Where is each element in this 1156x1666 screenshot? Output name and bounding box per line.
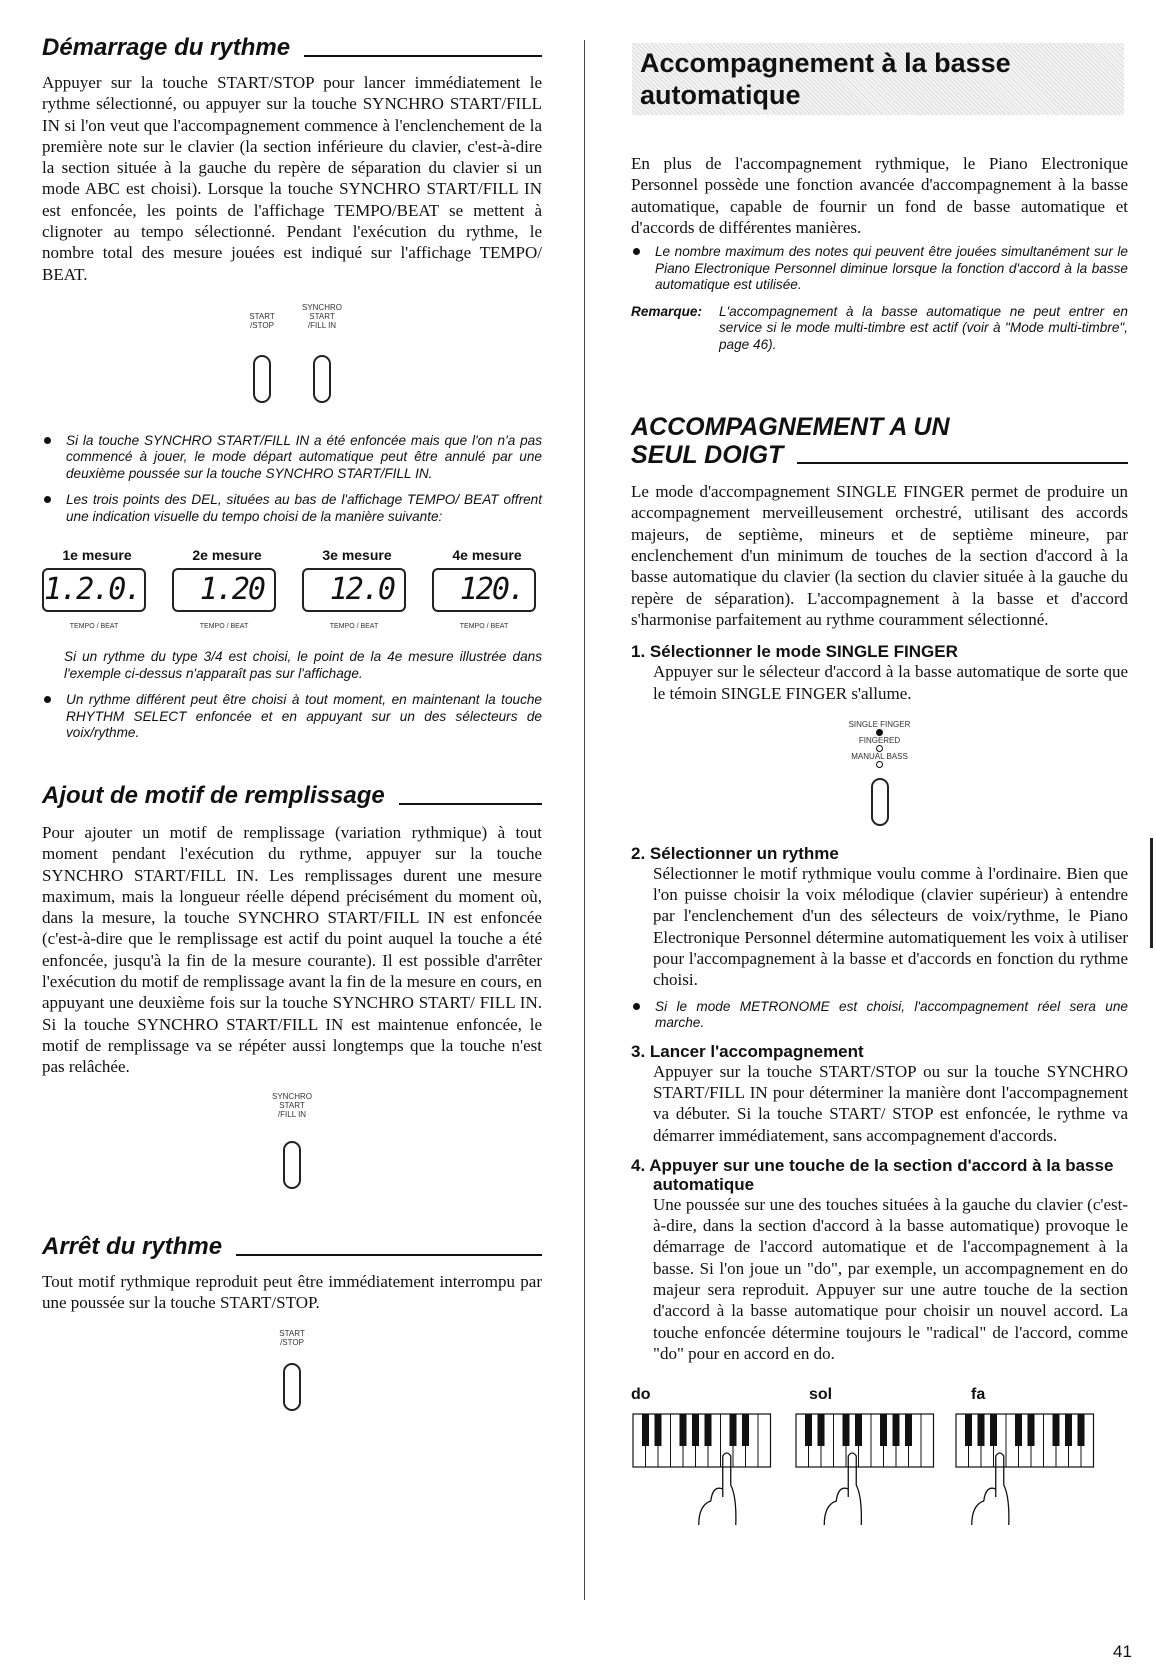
section-banner: Accompagnement à la basse automatique bbox=[632, 43, 1124, 115]
display-label: 4e mesure bbox=[452, 547, 522, 564]
bullet-note bbox=[631, 244, 1128, 294]
left-column bbox=[42, 34, 542, 1411]
margin-mark bbox=[1150, 838, 1153, 948]
step-title: 3. Lancer l'accompagnement bbox=[631, 1041, 864, 1061]
demarrage-paragraph: Appuyer sur la touche START/STOP pour lancer immédiatement le rythme sélectionné, ou appuyer sur la touche SYNCHRO START/FILL IN si l'on veut que l'accompagnement commence à l'enclenchement de la première note sur le clavier (la section inférieure du clavier, c'est-à-dire la section située à la gauche du repère de séparation du clavier si un mode ABC est choisi). Lorsque la touche SYNCHRO START/FILL IN est enfoncée, les points de l'affichage TEMPO/BEAT se mettent à clignoter au tempo sélectionné. Pendant l'exécution du rythme, le nombre total des mesure jouées est indiqué sur l'affichage TEMPO/ BEAT. bbox=[42, 73, 542, 284]
button-label: START bbox=[279, 1100, 305, 1110]
step-title: 4. Appuyer sur une touche de la section d'accord à la basse automatique bbox=[631, 1155, 1114, 1194]
bullet-note bbox=[42, 692, 542, 742]
display-caption: TEMPO / BEAT bbox=[329, 623, 379, 631]
button-label: /FILL IN bbox=[277, 1109, 307, 1119]
start-stop-button bbox=[253, 355, 271, 403]
black-key bbox=[990, 1414, 997, 1446]
black-key bbox=[742, 1414, 749, 1446]
black-key bbox=[978, 1414, 985, 1446]
button-label: /STOP bbox=[250, 320, 274, 330]
step-body: Appuyer sur le sélecteur d'accord à la basse automatique de sorte que le témoin SINGLE FINGER s'allume. bbox=[653, 662, 1128, 703]
right-column bbox=[631, 43, 1128, 1526]
heading-text: Arrêt du rythme bbox=[42, 1232, 223, 1260]
column-divider bbox=[584, 40, 585, 1600]
keyboard-illustrations bbox=[631, 1386, 1131, 1526]
chord-examples bbox=[631, 1386, 1131, 1526]
display-1 bbox=[42, 547, 152, 631]
black-key bbox=[730, 1414, 737, 1446]
led-off-icon bbox=[876, 761, 883, 768]
start-stop-button-figure bbox=[262, 1329, 322, 1411]
heading-arret bbox=[42, 1233, 542, 1261]
lcd-display: 1.2.0. bbox=[42, 568, 146, 612]
step-1 bbox=[631, 642, 1128, 704]
remark-label: Remarque: bbox=[631, 303, 703, 319]
ajout-paragraph: Pour ajouter un motif de remplissage (variation rythmique) à tout moment pendant l'exécution du rythme, appuyer sur la touche SYNCHRO START/FILL IN. Les remplissages durent une mesure maximum, mais la longueur réelle dépend précisément du moment où, dans la mesure, la touche SYNCHRO START/FILL IN est enfoncée (c'est-à-dire que le remplissage est actif du point auquel la touche a été enfoncée, jusqu'à la fin de la mesure courante). Il est possible d'arrêter l'exécution du motif de remplissage avant la fin de la mesure en cours, en appuyant une deuxième fois sur la touche SYNCHRO START/ FILL IN. Si la touche SYNCHRO START/FILL IN est maintenue enfoncée, le motif de remplissage va se répéter aussi longtemps que la touche n'est pas relâchée. bbox=[42, 822, 542, 1077]
bullet-text: Un rythme différent peut être choisi à tout moment, en maintenant la touche RHYTHM SELECT enfoncée et en appuyant sur un des sélecteurs de voix/rythme. bbox=[66, 692, 542, 741]
chord-mode-indicator bbox=[835, 720, 925, 826]
black-key bbox=[705, 1414, 712, 1446]
heading-text: Démarrage du rythme bbox=[42, 34, 291, 61]
display-label: 1e mesure bbox=[62, 547, 132, 564]
led-off-icon bbox=[876, 745, 883, 752]
section-paragraph: Le mode d'accompagnement SINGLE FINGER permet de produire un accompagnement merveilleusement orchestré, utilisant des accords majeurs, de septième, mineurs et de septième mineure, par enclenchement d'un minimum de touches de la section d'accord à la basse automatique du clavier (la section du clavier située à la gauche du repère de séparation). L'accompagnement à la basse et d'accord s'harmonise parfaitement au rythme couramment sélectionné. bbox=[631, 482, 1128, 629]
step-4 bbox=[631, 1156, 1128, 1364]
black-key bbox=[855, 1414, 862, 1446]
black-key bbox=[1053, 1414, 1060, 1446]
start-stop-button bbox=[283, 1363, 301, 1411]
chord-selector-button bbox=[871, 778, 889, 826]
button-label: /FILL IN bbox=[307, 320, 337, 330]
bullet-icon bbox=[44, 696, 51, 703]
black-key bbox=[1028, 1414, 1035, 1446]
black-key bbox=[893, 1414, 900, 1446]
lcd-display: 120. bbox=[432, 568, 536, 612]
step-body: Sélectionner le motif rythmique voulu comme à l'ordinaire. Bien que l'on puisse choisir la voix mélodique (clavier supérieur) à entendre par l'enclenchement d'un des sélecteurs de voix/rythme, le Piano Electronique Personnel détermine automatiquement les voix à utiliser pour l'accompagnement à la basse et d'accords en fonction du rythme choisi. bbox=[653, 863, 1128, 990]
black-key bbox=[1078, 1414, 1085, 1446]
synchro-start-button-figure bbox=[292, 303, 352, 403]
bullet-icon bbox=[633, 1003, 640, 1010]
section-title-line2 bbox=[631, 441, 1128, 469]
button-label: SYNCHRO bbox=[301, 302, 342, 312]
black-key bbox=[692, 1414, 699, 1446]
bullet-icon bbox=[44, 437, 51, 444]
display-caption: TEMPO / BEAT bbox=[199, 623, 249, 631]
fill-in-figure bbox=[42, 1092, 542, 1189]
bullet-icon bbox=[44, 496, 51, 503]
heading-rule bbox=[797, 462, 1128, 464]
arret-paragraph: Tout motif rythmique reproduit peut être immédiatement interrompu par une poussée sur la touche START/STOP. bbox=[42, 1271, 542, 1312]
black-key bbox=[1065, 1414, 1072, 1446]
keyboard-outline bbox=[956, 1414, 1094, 1467]
bullet-note bbox=[631, 999, 1128, 1032]
black-key bbox=[880, 1414, 887, 1446]
step-title: 1. Sélectionner le mode SINGLE FINGER bbox=[631, 642, 958, 662]
fill-in-button-figure bbox=[262, 1092, 322, 1189]
step-2 bbox=[631, 844, 1128, 1032]
display-caption: TEMPO / BEAT bbox=[69, 623, 119, 631]
heading-ajout bbox=[42, 782, 542, 810]
intro-paragraph: En plus de l'accompagnement rythmique, le Piano Electronique Personnel possède une fonction avancée d'accompagnement à la basse automatique, capable de fournir un fond de basse automatique et d'accords de différentes manières. bbox=[631, 154, 1128, 237]
lcd-display: 12.0 bbox=[302, 568, 406, 612]
keyboard-outline bbox=[796, 1414, 934, 1467]
step-title: 2. Sélectionner un rythme bbox=[631, 843, 839, 863]
note-3-4: Si un rythme du type 3/4 est choisi, le point de la 4e mesure illustrée dans l'exemple ci-dessus n'apparaît pas sur l'affichage. bbox=[64, 649, 542, 681]
bullet-note bbox=[42, 433, 542, 483]
black-key bbox=[1015, 1414, 1022, 1446]
black-key bbox=[843, 1414, 850, 1446]
black-key bbox=[905, 1414, 912, 1446]
button-label: SYNCHRO bbox=[271, 1091, 312, 1101]
stop-figure bbox=[42, 1329, 542, 1411]
led-label: FINGERED bbox=[858, 735, 901, 745]
bullet-note bbox=[42, 492, 542, 525]
step-body: Une poussée sur une des touches situées à la gauche du clavier (c'est-à-dire, dans la section d'accord à la basse automatique) provoque le démarrage de l'accord automatique et de l'accompagnement à la basse. Si l'on joue un "do", par exemple, un accompagnement en do majeur sera reproduit. Appuyer sur une autre touche de la section d'accord à la basse automatique pour choisir un nouvel accord. La touche enfoncée détermine toujours le "radical" de l'accord, comme "do" pour en accord en do. bbox=[653, 1194, 1128, 1363]
display-label: 2e mesure bbox=[192, 547, 262, 564]
step-body: Appuyer sur la touche START/STOP ou sur la touche SYNCHRO START/FILL IN pour déterminer la manière dont l'accompagnement va débuter. Si la touche START/ STOP est enfoncée, le rythme va démarrer immédiatement, sans accompagnement d'accords. bbox=[653, 1061, 1128, 1145]
button-label: START bbox=[249, 311, 275, 321]
black-key bbox=[680, 1414, 687, 1446]
heading-demarrage bbox=[42, 34, 542, 62]
synchro-start-button bbox=[313, 355, 331, 403]
display-3 bbox=[302, 547, 412, 631]
chord-label: do bbox=[631, 1386, 651, 1404]
synchro-start-button bbox=[283, 1141, 301, 1189]
heading-rule bbox=[236, 1254, 542, 1256]
page-number: 41 bbox=[1113, 1642, 1132, 1661]
bullet-text: Les trois points des DEL, situées au bas de l'affichage TEMPO/ BEAT offrent une indication visuelle du tempo choisi de la manière suivante: bbox=[66, 492, 542, 524]
heading-text: Ajout de motif de remplissage bbox=[42, 781, 385, 809]
chord-label: fa bbox=[971, 1386, 986, 1404]
remark bbox=[631, 304, 1128, 354]
black-key bbox=[805, 1414, 812, 1446]
led-on-icon bbox=[876, 729, 883, 736]
led-label: SINGLE FINGER bbox=[848, 719, 911, 729]
black-key bbox=[965, 1414, 972, 1446]
black-key bbox=[642, 1414, 649, 1446]
keyboard-outline bbox=[633, 1414, 771, 1467]
chord-label: sol bbox=[809, 1386, 833, 1404]
black-key bbox=[818, 1414, 825, 1446]
start-stop-button-figure bbox=[232, 312, 292, 403]
step-3 bbox=[631, 1042, 1128, 1146]
remark-text: L'accompagnement à la basse automatique ne peut entrer en service si le mode multi-timbre est actif (voir à "Mode multi-timbre", page 46). bbox=[719, 303, 1128, 352]
button-label: START bbox=[279, 1329, 305, 1339]
bullet-text: Si le mode METRONOME est choisi, l'accompagnement réel sera une marche. bbox=[655, 998, 1128, 1031]
tempo-beat-displays bbox=[42, 547, 542, 631]
display-4 bbox=[432, 547, 542, 631]
bullet-text: Le nombre maximum des notes qui peuvent être jouées simultanément sur le Piano Electronique Personnel diminue lorsque la fonction d'accord à la basse automatique est utilisée. bbox=[655, 244, 1128, 293]
display-label: 3e mesure bbox=[322, 547, 392, 564]
heading-rule bbox=[304, 55, 542, 57]
display-2 bbox=[172, 547, 282, 631]
heading-rule bbox=[399, 803, 542, 805]
button-label: START bbox=[309, 311, 335, 321]
lcd-display: 1.20 bbox=[172, 568, 276, 612]
button-label: /STOP bbox=[280, 1338, 304, 1348]
bullet-icon bbox=[633, 248, 640, 255]
bullet-text: Si la touche SYNCHRO START/FILL IN a été enfoncée mais que l'on n'a pas commencé à jouer, le mode départ automatique peut être annulé par une deuxième poussée sur la touche SYNCHRO START/FILL IN. bbox=[66, 432, 542, 481]
display-caption: TEMPO / BEAT bbox=[459, 623, 509, 631]
button-figures bbox=[42, 303, 542, 403]
section-title-line1: ACCOMPAGNEMENT A UN bbox=[631, 413, 950, 442]
heading-text: SEUL DOIGT bbox=[631, 441, 784, 470]
black-key bbox=[655, 1414, 662, 1446]
led-label: MANUAL BASS bbox=[851, 751, 908, 761]
